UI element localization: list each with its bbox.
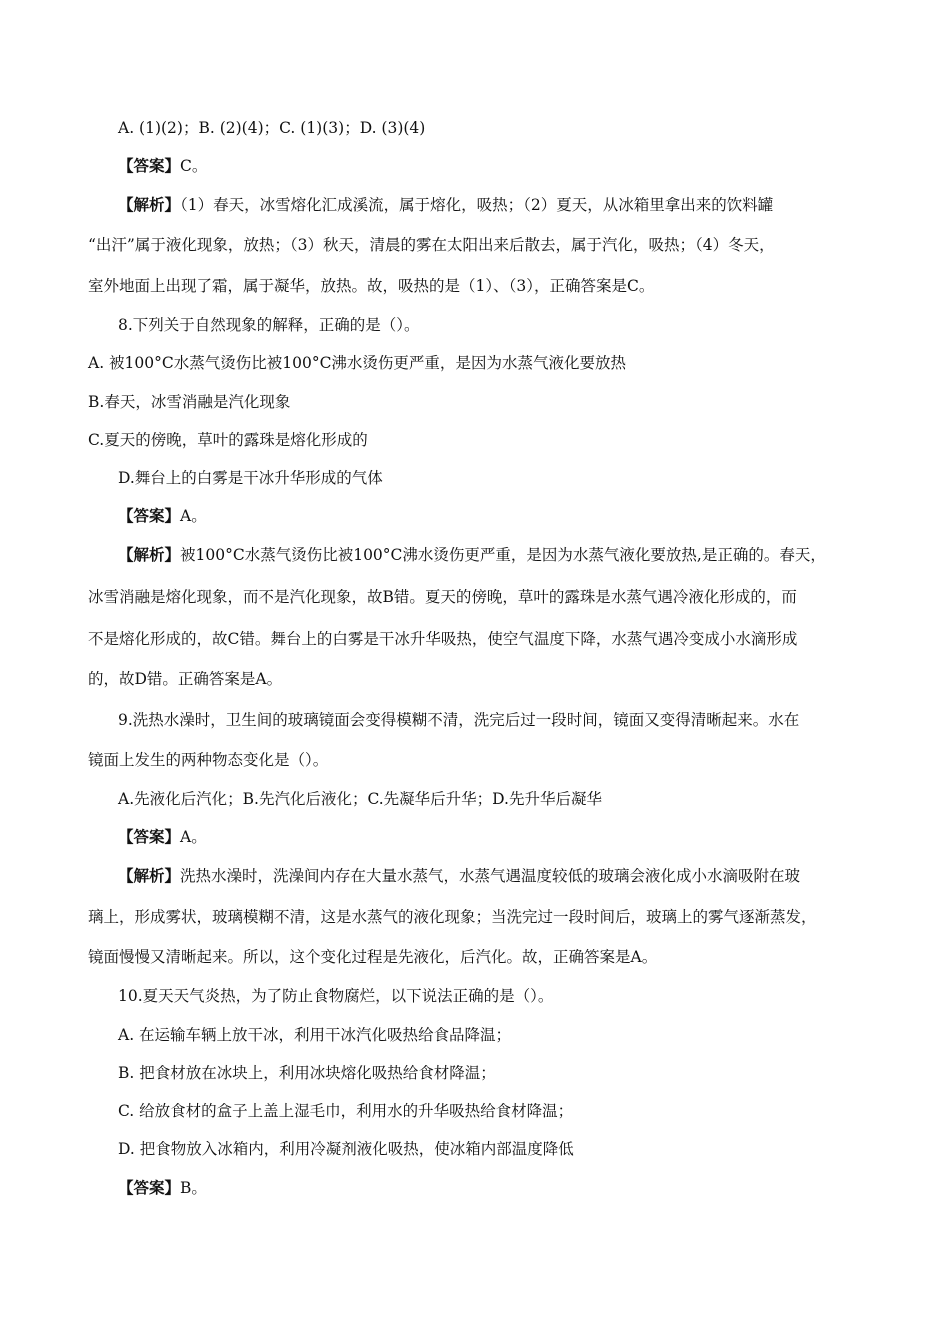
- answer-value: C。: [180, 157, 208, 175]
- q8-analysis-line: 【解析】被100°C水蒸气烫伤比被100°C沸水烫伤更严重，是因为水蒸气液化要放热,是正确的。春天，: [118, 545, 826, 564]
- analysis-label: 【解析】: [118, 866, 181, 885]
- q9-options: A.先液化后汽化；B.先汽化后液化；C.先凝华后升华；D.先升华后凝华: [118, 790, 602, 808]
- answer-label: 【答案】: [118, 827, 181, 846]
- answer-label: 【答案】: [118, 156, 181, 175]
- q8-option-d: D.舞台上的白雾是干冰升华形成的气体: [118, 469, 383, 487]
- q10-stem: 10.夏天天气炎热，为了防止食物腐烂，以下说法正确的是（）。: [118, 987, 554, 1005]
- q7-options: A. (1)(2)；B. (2)(4)；C. (1)(3)；D. (3)(4): [118, 119, 426, 137]
- analysis-label: 【解析】: [118, 545, 181, 564]
- q7-analysis-line: 室外地面上出现了霜，属于凝华，放热。故，吸热的是（1）、（3），正确答案是C。: [88, 277, 655, 295]
- q8-stem: 8.下列关于自然现象的解释，正确的是（）。: [118, 316, 420, 334]
- q8-option-b: B.春天，冰雪消融是汽化现象: [88, 393, 291, 411]
- answer-value: A。: [180, 828, 207, 846]
- q9-analysis-line: 镜面慢慢又清晰起来。所以，这个变化过程是先液化，后汽化。故，正确答案是A。: [88, 948, 658, 966]
- q9-stem-line: 9.洗热水澡时，卫生间的玻璃镜面会变得模糊不清，洗完后过一段时间，镜面又变得清晰起来。水在: [118, 711, 800, 729]
- answer-label: 【答案】: [118, 1178, 181, 1197]
- q8-option-c: C.夏天的傍晚，草叶的露珠是熔化形成的: [88, 431, 368, 449]
- q8-answer: [118, 506, 207, 526]
- answer-value: B。: [180, 1179, 207, 1197]
- q10-option-b: B. 把食材放在冰块上，利用冰块熔化吸热给食材降温；: [118, 1064, 496, 1082]
- q8-analysis-line: 的，故D错。正确答案是A。: [88, 670, 283, 688]
- q8-analysis-line: 冰雪消融是熔化现象，而不是汽化现象，故B错。夏天的傍晚，草叶的露珠是水蒸气遇冷液化形成的，而: [88, 588, 797, 606]
- q7-analysis-line: 【解析】（1）春天，冰雪熔化汇成溪流，属于熔化，吸热；（2）夏天，从冰箱里拿出来的饮料罐: [118, 195, 774, 214]
- q10-option-c: C. 给放食材的盒子上盖上湿毛巾，利用水的升华吸热给食材降温；: [118, 1102, 574, 1120]
- q9-analysis-line: 璃上，形成雾状，玻璃模糊不清，这是水蒸气的液化现象；当洗完过一段时间后，玻璃上的雾气逐渐蒸发，: [88, 908, 817, 926]
- answer-label: 【答案】: [118, 506, 181, 525]
- answer-value: A。: [180, 507, 207, 525]
- q8-option-a: A. 被100°C水蒸气烫伤比被100°C沸水烫伤更严重，是因为水蒸气液化要放热: [88, 354, 626, 372]
- q7-answer: [118, 156, 207, 176]
- q8-analysis-line: 不是熔化形成的，故C错。舞台上的白雾是干冰升华吸热，使空气温度下降，水蒸气遇冷变成小水滴形成: [88, 630, 798, 648]
- q10-answer: [118, 1178, 207, 1198]
- q9-answer: [118, 827, 207, 847]
- q10-option-a: A. 在运输车辆上放干冰，利用干冰汽化吸热给食品降温；: [118, 1026, 512, 1044]
- q9-stem-line: 镜面上发生的两种物态变化是（）。: [88, 751, 329, 769]
- q10-option-d: D. 把食物放入冰箱内，利用冷凝剂液化吸热，使冰箱内部温度降低: [118, 1140, 574, 1158]
- q7-analysis-line: “出汗”属于液化现象，放热；（3）秋天，清晨的雾在太阳出来后散去，属于汽化，吸热；（4）冬天，: [88, 236, 775, 254]
- analysis-label: 【解析】: [118, 195, 181, 214]
- q9-analysis-line: 【解析】洗热水澡时，洗澡间内存在大量水蒸气，水蒸气遇温度较低的玻璃会液化成小水滴吸附在玻: [118, 866, 801, 885]
